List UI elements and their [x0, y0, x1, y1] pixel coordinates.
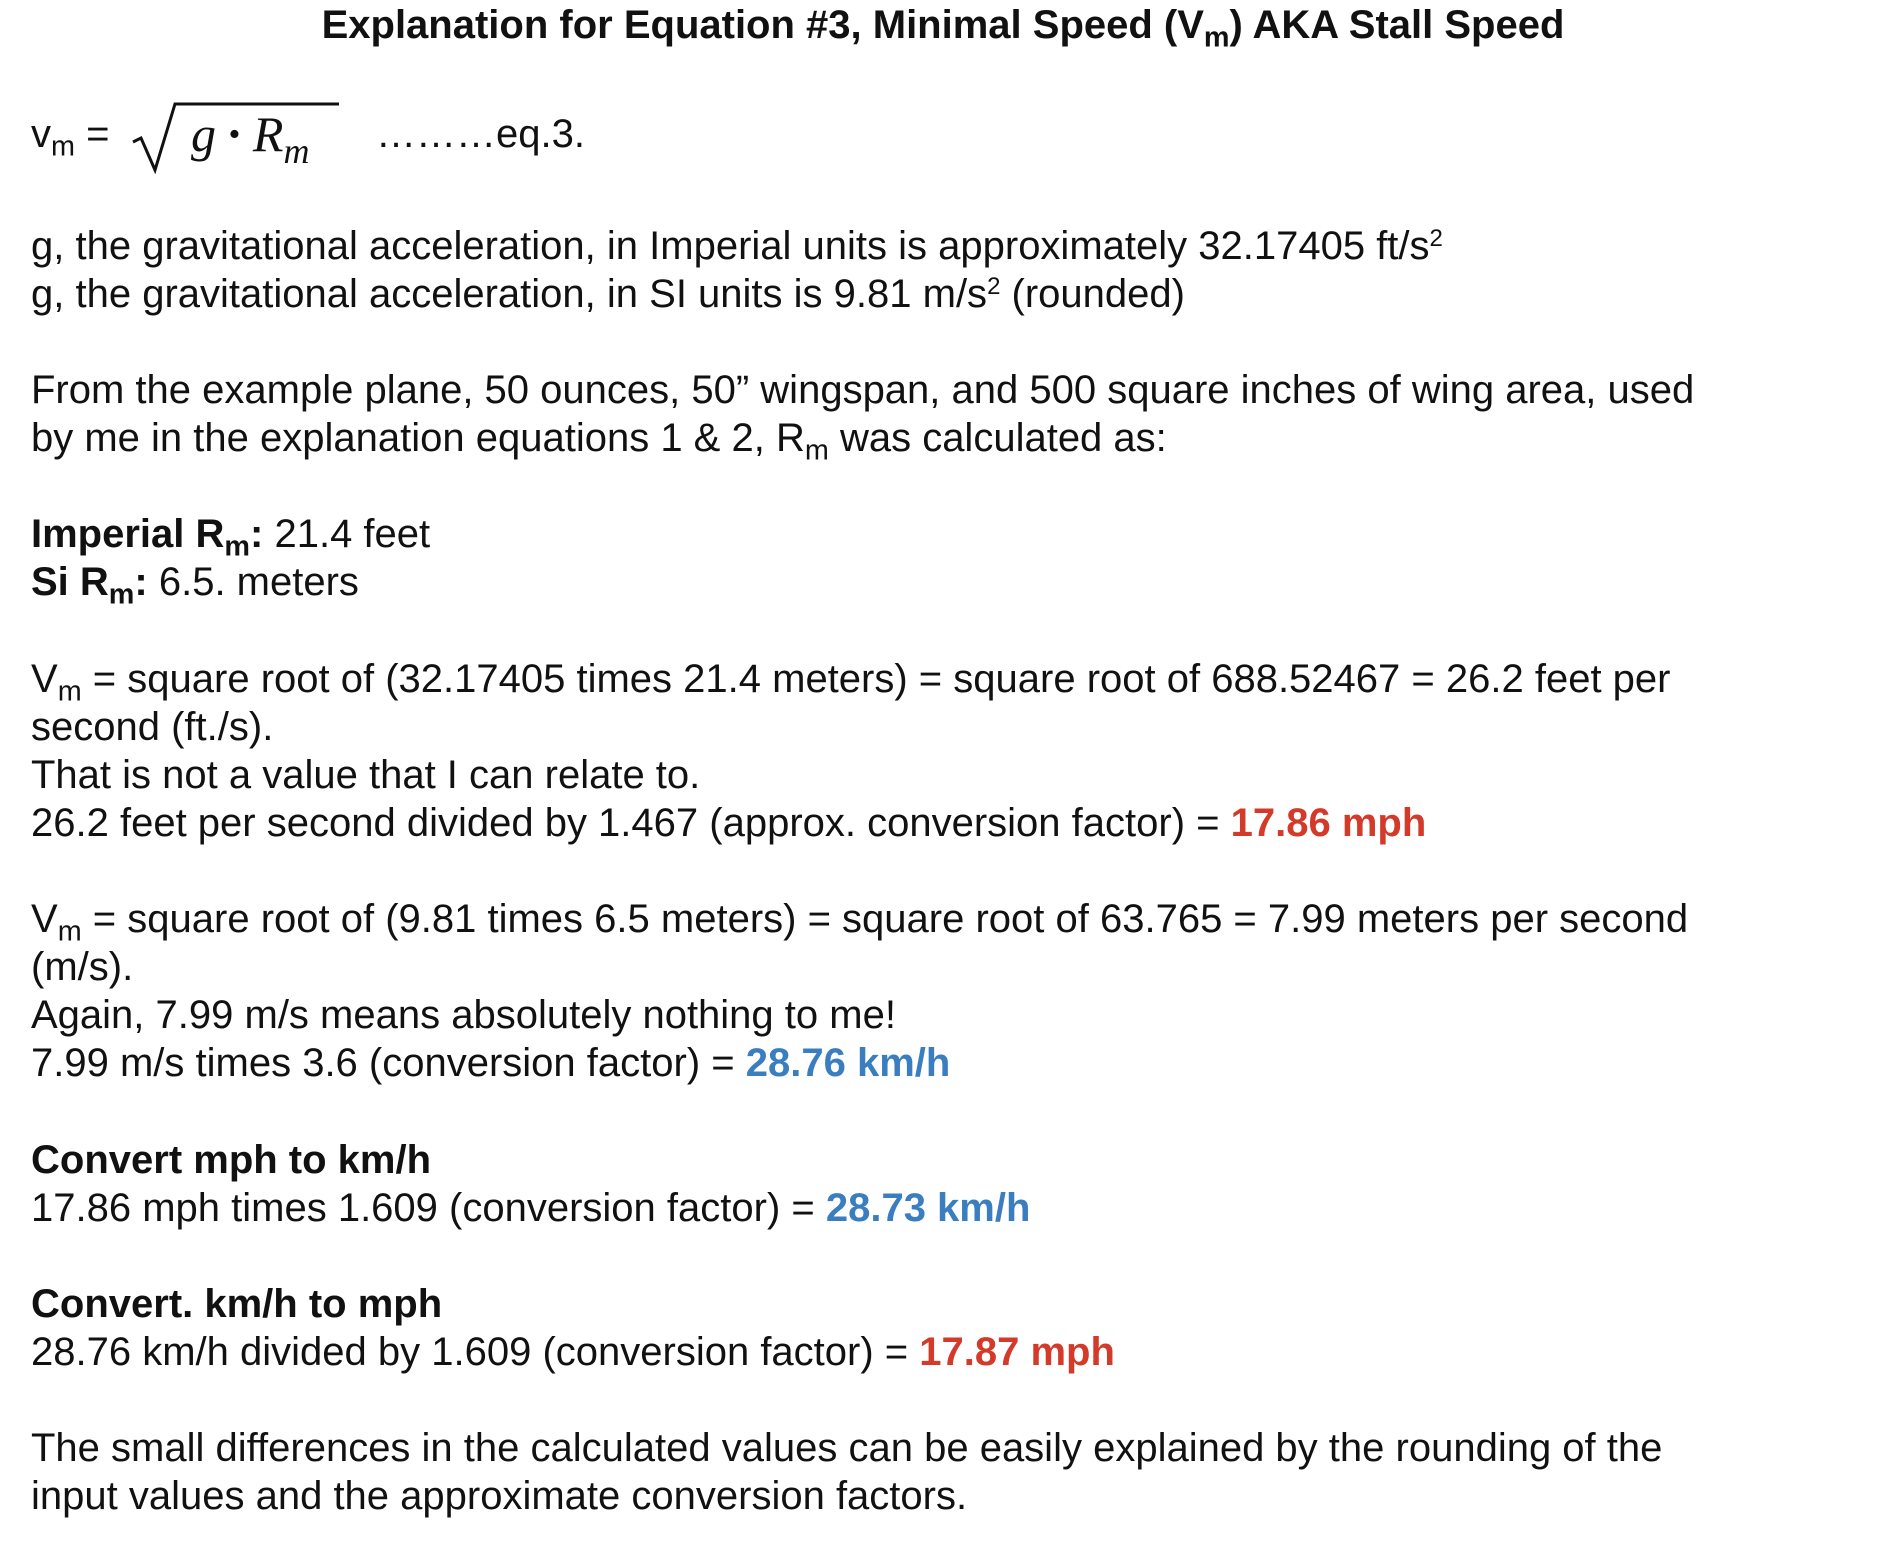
mph-to-kmh-heading: Convert mph to km/h — [31, 1138, 432, 1182]
kmh-to-mph-line: 28.76 km/h divided by 1.609 (conversion factor) = 17.87 mph — [31, 1330, 1115, 1374]
equation-radicand: g • $R_m$ — [191, 106, 310, 171]
gravity-si: g, the gravitational acceleration, in SI units is 9.81 $m/s^2$ (rounded) — [31, 272, 1185, 316]
result-kmh-converted: 28.73 km/h — [825, 1186, 1031, 1230]
si-calc-line-4: 7.99 m/s times 3.6 (conversion factor) = 28.76 km/h — [31, 1041, 951, 1085]
imperial-calc-line-4: 26.2 feet per second divided by 1.467 (approx. conversion factor) = 17.86 mph — [31, 801, 1427, 845]
page-title: Explanation for Equation #3, Minimal Speed $(V_m)$ AKA Stall Speed — [321, 3, 1565, 54]
rm-imperial: Imperial $R_m$: 21.4 feet — [31, 512, 431, 563]
conclusion-line-1: The small differences in the calculated values can be easily explained by the rounding of the — [31, 1426, 1663, 1470]
gravity-imperial: g, the gravitational acceleration, in Imperial units is approximately 32.17405 $ft/s^2$ — [31, 224, 1443, 268]
imperial-calc-line-3: That is not a value that I can relate to. — [31, 753, 701, 797]
equation-lhs: $v_m$ = — [31, 112, 110, 163]
result-kmh: 28.76 km/h — [745, 1041, 951, 1085]
mph-to-kmh-line: 17.86 mph times 1.609 (conversion factor) = 28.73 km/h — [31, 1186, 1031, 1230]
rm-si: Si $R_m$: 6.5. meters — [31, 560, 359, 611]
imperial-calc-line-1: $V_m$ = square root of (32.17405 times 21.4 meters) = square root of 688.52467 = 26.2 feet per — [31, 657, 1671, 708]
example-line-2: by me in the explanation equations 1 & 2, $R_m$ was calculated as: — [31, 416, 1167, 467]
si-calc-line-1: $V_m$ = square root of (9.81 times 6.5 meters) = square root of 63.765 = 7.99 meters per second — [31, 897, 1689, 948]
example-line-1: From the example plane, 50 ounces, 50” wingspan, and 500 square inches of wing area, used — [31, 368, 1695, 412]
si-calc-line-3: Again, 7.99 m/s means absolutely nothing to me! — [31, 993, 896, 1037]
conclusion-line-2: input values and the approximate conversion factors. — [31, 1474, 968, 1518]
equation-label: ………eq.3. — [376, 112, 585, 156]
result-mph-converted: 17.87 mph — [919, 1330, 1115, 1374]
imperial-calc-line-2: second (ft./s). — [31, 705, 274, 749]
si-calc-line-2: (m/s). — [31, 945, 134, 989]
kmh-to-mph-heading: Convert. km/h to mph — [31, 1282, 443, 1326]
result-mph: 17.86 mph — [1230, 801, 1427, 845]
